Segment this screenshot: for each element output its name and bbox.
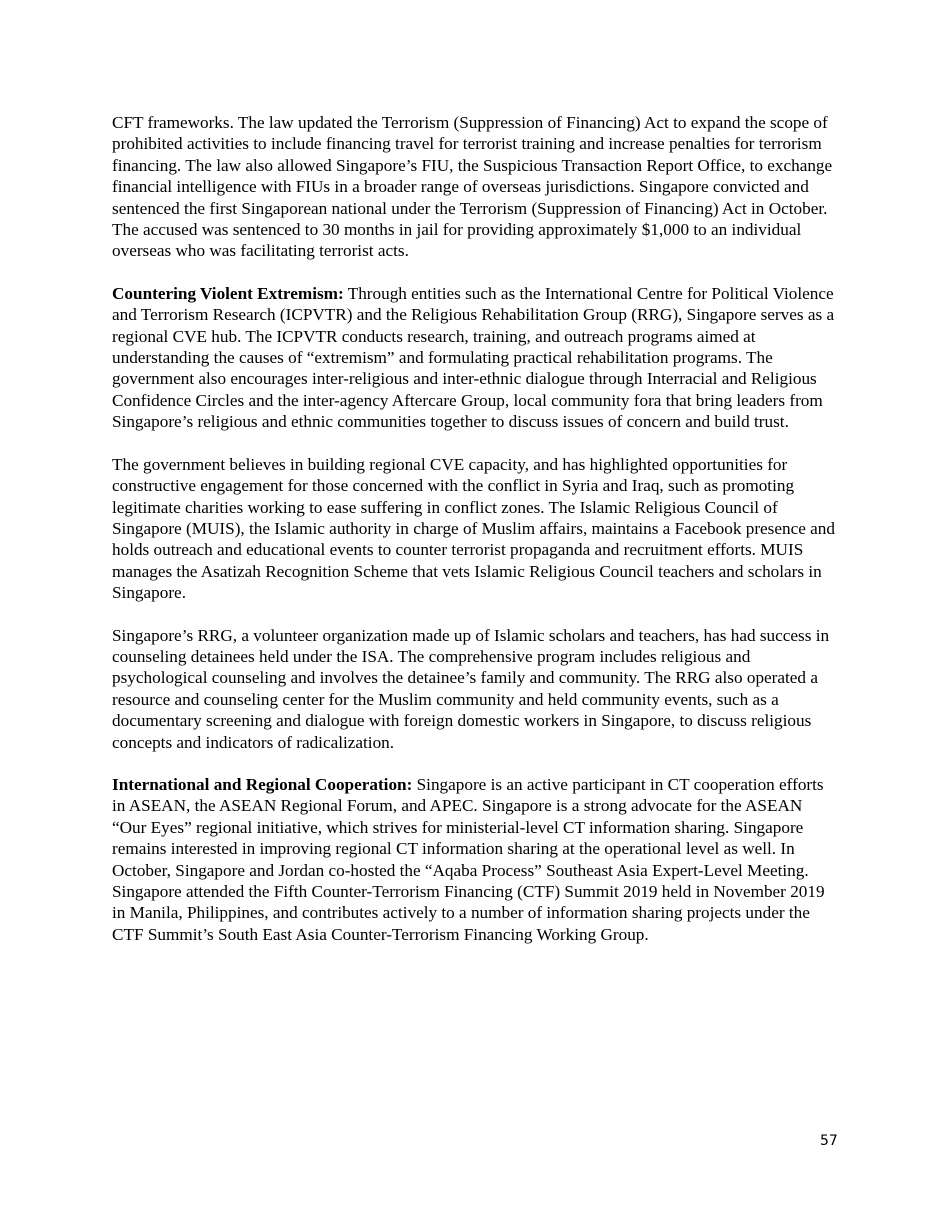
paragraph-text: Singapore’s RRG, a volunteer organization made up of Islamic scholars and teachers, has had success in counseling detainees held under the ISA. The comprehensive program includes religious and psychological counseling and involves the detainee’s family and community. The RRG also operated a resource and counseling center for the Muslim community and held community events, such as a documentary screening and dialogue with foreign domestic workers in Singapore, to discuss religious concepts and indicators of radicalization. — [112, 625, 830, 752]
paragraph-text: The government believes in building regional CVE capacity, and has highlighted opportunities for constructive engagement for those concerned with the conflict in Syria and Iraq, such as promoting legitimate charities working to ease suffering in conflict zones. The Islamic Religious Council of Singapore (MUIS), the Islamic authority in charge of Muslim affairs, maintains a Facebook presence and holds outreach and educational events to counter terrorist propaganda and recruitment efforts. MUIS manages the Asatizah Recognition Scheme that vets Islamic Religious Council teachers and scholars in Singapore. — [112, 454, 835, 603]
paragraph-text: Through entities such as the International Centre for Political Violence and Terrorism Research (ICPVTR) and the Religious Rehabilitation Group (RRG), Singapore serves as a regional CVE hub. The ICPVTR conducts research, training, and outreach programs aimed at understanding the causes of “extremism” and formulating practical rehabilitation programs. The government also encourages inter-religious and inter-ethnic dialogue through Interracial and Religious Confidence Circles and the inter-agency Aftercare Group, local community fora that bring leaders from Singapore’s religious and ethnic communities together to discuss issues of concern and build trust. — [112, 283, 835, 432]
section-heading: Countering Violent Extremism: — [112, 283, 344, 303]
page-body — [112, 112, 840, 966]
paragraph-text: Singapore is an active participant in CT cooperation efforts in ASEAN, the ASEAN Regional Forum, and APEC. Singapore is a strong advocate for the ASEAN “Our Eyes” regional initiative, which strives for ministerial-level CT information sharing. Singapore remains interested in improving regional CT information sharing at the operational level as well. In October, Singapore and Jordan co-hosted the “Aqaba Process” Southeast Asia Expert-Level Meeting. Singapore attended the Fifth Counter-Terrorism Financing (CTF) Summit 2019 held in November 2019 in Manila, Philippines, and contributes actively to a number of information sharing projects under the CTF Summit’s South East Asia Counter-Terrorism Financing Working Group. — [112, 774, 825, 944]
paragraph-regional-cve-capacity — [112, 454, 840, 604]
paragraph-cft-frameworks — [112, 112, 840, 262]
section-heading: International and Regional Cooperation: — [112, 774, 413, 794]
paragraph-international-cooperation — [112, 774, 840, 945]
page-number: 57 — [820, 1133, 838, 1149]
paragraph-countering-violent-extremism — [112, 283, 840, 433]
paragraph-rrg — [112, 625, 840, 753]
paragraph-text: CFT frameworks. The law updated the Terrorism (Suppression of Financing) Act to expand the scope of prohibited activities to include financing travel for terrorist training and increase penalties for terrorism financing. The law also allowed Singapore’s FIU, the Suspicious Transaction Report Office, to exchange financial intelligence with FIUs in a broader range of overseas jurisdictions. Singapore convicted and sentenced the first Singaporean national under the Terrorism (Suppression of Financing) Act in October. The accused was sentenced to 30 months in jail for providing approximately $1,000 to an individual overseas who was facilitating terrorist acts. — [112, 113, 833, 261]
